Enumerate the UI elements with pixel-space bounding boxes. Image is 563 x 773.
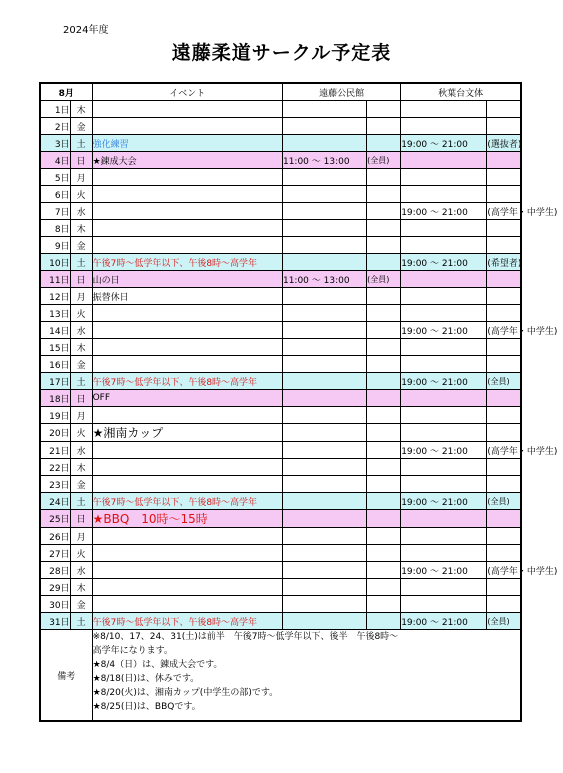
event-cell — [92, 339, 282, 356]
table-row — [40, 424, 521, 442]
table-row — [40, 442, 521, 459]
venue1-time-cell — [282, 237, 366, 254]
table-row — [40, 528, 521, 545]
day-cell: 21日 — [40, 442, 70, 459]
venue1-note-cell — [367, 493, 401, 510]
venue1-note-cell — [367, 135, 401, 152]
weekday-cell: 日 — [70, 390, 92, 407]
venue1-time-cell: 11:00 ～ 13:00 — [282, 271, 366, 288]
event-cell — [92, 356, 282, 373]
event-cell: OFF — [92, 390, 282, 407]
venue2-time-cell — [401, 118, 487, 135]
venue2-header: 秋葉台文体 — [401, 83, 521, 101]
venue1-time-cell — [282, 407, 366, 424]
venue2-note-cell — [487, 596, 521, 613]
day-cell: 3日 — [40, 135, 70, 152]
day-cell: 30日 — [40, 596, 70, 613]
event-cell — [92, 459, 282, 476]
event-cell — [92, 476, 282, 493]
weekday-cell: 金 — [70, 476, 92, 493]
weekday-cell: 木 — [70, 459, 92, 476]
venue1-time-cell — [282, 528, 366, 545]
venue2-time-cell: 19:00 ～ 21:00 — [401, 322, 487, 339]
venue1-time-cell — [282, 596, 366, 613]
event-cell: 強化練習 — [92, 135, 282, 152]
event-cell: 午後7時～低学年以下、午後8時～高学年 — [92, 254, 282, 271]
venue2-note-cell — [487, 390, 521, 407]
schedule-body — [40, 101, 558, 630]
venue1-note-cell — [367, 118, 401, 135]
venue1-time-cell — [282, 356, 366, 373]
venue2-note-cell — [487, 545, 521, 562]
weekday-cell: 金 — [70, 118, 92, 135]
venue2-time-cell — [401, 528, 487, 545]
venue1-time-cell — [282, 442, 366, 459]
venue1-time-cell — [282, 288, 366, 305]
day-cell: 4日 — [40, 152, 70, 169]
venue2-time-cell: 19:00 ～ 21:00 — [401, 135, 487, 152]
day-cell: 18日 — [40, 390, 70, 407]
table-row — [40, 135, 521, 152]
weekday-cell: 木 — [70, 220, 92, 237]
weekday-cell: 日 — [70, 271, 92, 288]
event-cell — [92, 305, 282, 322]
venue1-time-cell — [282, 424, 366, 442]
notes-label: 備考 — [40, 630, 92, 722]
table-row — [40, 562, 521, 579]
event-cell — [92, 169, 282, 186]
venue1-time-cell — [282, 220, 366, 237]
venue2-time-cell — [401, 339, 487, 356]
table-row — [40, 510, 521, 528]
venue2-note-cell — [487, 152, 521, 169]
weekday-cell: 月 — [70, 169, 92, 186]
venue2-time-cell — [401, 459, 487, 476]
event-cell — [92, 442, 282, 459]
table-row — [40, 596, 521, 613]
venue1-time-cell — [282, 613, 366, 630]
table-row — [40, 356, 521, 373]
venue1-time-cell — [282, 390, 366, 407]
venue1-time-cell — [282, 118, 366, 135]
day-cell: 20日 — [40, 424, 70, 442]
table-row — [40, 271, 521, 288]
venue2-note-cell — [487, 459, 521, 476]
venue2-note-cell — [487, 288, 521, 305]
venue1-note-cell — [367, 288, 401, 305]
event-cell — [92, 220, 282, 237]
event-cell — [92, 528, 282, 545]
day-cell: 2日 — [40, 118, 70, 135]
day-cell: 26日 — [40, 528, 70, 545]
weekday-cell: 月 — [70, 407, 92, 424]
table-row — [40, 339, 521, 356]
weekday-cell: 土 — [70, 613, 92, 630]
venue2-note-cell — [487, 237, 521, 254]
venue2-time-cell: 19:00 ～ 21:00 — [401, 373, 487, 390]
venue2-note-cell — [487, 220, 521, 237]
venue2-note-cell: (全員) — [487, 613, 521, 630]
venue2-note-cell: (高学年・中学生) — [487, 203, 521, 220]
venue2-time-cell — [401, 390, 487, 407]
day-cell: 22日 — [40, 459, 70, 476]
venue1-note-cell — [367, 203, 401, 220]
weekday-cell: 水 — [70, 442, 92, 459]
event-cell — [92, 186, 282, 203]
venue2-time-cell — [401, 356, 487, 373]
event-cell: ★錬成大会 — [92, 152, 282, 169]
event-cell — [92, 596, 282, 613]
venue2-note-cell: (高学年・中学生) — [487, 442, 521, 459]
venue1-time-cell — [282, 305, 366, 322]
venue1-note-cell — [367, 545, 401, 562]
weekday-cell: 日 — [70, 152, 92, 169]
venue1-time-cell — [282, 459, 366, 476]
day-cell: 29日 — [40, 579, 70, 596]
venue1-time-cell — [282, 135, 366, 152]
day-cell: 28日 — [40, 562, 70, 579]
day-cell: 6日 — [40, 186, 70, 203]
table-row — [40, 254, 521, 271]
venue1-time-cell — [282, 579, 366, 596]
venue1-note-cell — [367, 476, 401, 493]
venue1-time-cell — [282, 545, 366, 562]
table-row — [40, 476, 521, 493]
day-cell: 5日 — [40, 169, 70, 186]
venue2-note-cell: (高学年・中学生) — [487, 322, 521, 339]
weekday-cell: 日 — [70, 510, 92, 528]
weekday-cell: 月 — [70, 288, 92, 305]
venue2-note-cell — [487, 186, 521, 203]
venue1-note-cell — [367, 356, 401, 373]
note-line: ★8/20(火)は、湘南カップ(中学生の部)です。 — [92, 688, 279, 698]
day-cell: 15日 — [40, 339, 70, 356]
note-line: 高学年になります。 — [92, 646, 173, 656]
table-row — [40, 203, 521, 220]
venue2-note-cell — [487, 101, 521, 118]
venue2-time-cell — [401, 288, 487, 305]
table-row — [40, 101, 521, 118]
venue1-time-cell — [282, 493, 366, 510]
venue2-time-cell — [401, 101, 487, 118]
table-row — [40, 220, 521, 237]
event-cell — [92, 237, 282, 254]
venue1-time-cell: 11:00 ～ 13:00 — [282, 152, 366, 169]
venue2-note-cell — [487, 169, 521, 186]
venue2-time-cell: 19:00 ～ 21:00 — [401, 493, 487, 510]
table-row — [40, 390, 521, 407]
venue2-note-cell — [487, 118, 521, 135]
venue2-time-cell: 19:00 ～ 21:00 — [401, 562, 487, 579]
venue1-time-cell — [282, 203, 366, 220]
venue2-time-cell — [401, 579, 487, 596]
venue1-note-cell — [367, 220, 401, 237]
venue2-note-cell — [487, 305, 521, 322]
venue1-note-cell — [367, 237, 401, 254]
weekday-cell: 月 — [70, 528, 92, 545]
venue1-note-cell — [367, 613, 401, 630]
table-row — [40, 407, 521, 424]
venue2-note-cell — [487, 476, 521, 493]
event-cell — [92, 545, 282, 562]
table-row — [40, 152, 521, 169]
venue1-time-cell — [282, 373, 366, 390]
venue1-note-cell — [367, 305, 401, 322]
venue2-note-cell — [487, 356, 521, 373]
event-cell: 振替休日 — [92, 288, 282, 305]
day-cell: 27日 — [40, 545, 70, 562]
day-cell: 10日 — [40, 254, 70, 271]
day-cell: 7日 — [40, 203, 70, 220]
event-cell — [92, 322, 282, 339]
notes-content — [92, 630, 521, 722]
venue2-note-cell: (希望者) — [487, 254, 521, 271]
table-row — [40, 373, 521, 390]
venue1-time-cell — [282, 476, 366, 493]
note-line: ★8/18(日)は、休みです。 — [92, 674, 200, 684]
venue1-note-cell — [367, 510, 401, 528]
day-cell: 25日 — [40, 510, 70, 528]
venue2-time-cell — [401, 220, 487, 237]
note-line: ★8/25(日)は、BBQです。 — [92, 702, 201, 712]
day-cell: 8日 — [40, 220, 70, 237]
day-cell: 14日 — [40, 322, 70, 339]
venue1-note-cell — [367, 101, 401, 118]
event-cell: ★湘南カップ — [92, 424, 282, 442]
venue2-time-cell: 19:00 ～ 21:00 — [401, 613, 487, 630]
venue2-time-cell — [401, 237, 487, 254]
venue1-time-cell — [282, 510, 366, 528]
venue1-note-cell — [367, 373, 401, 390]
weekday-cell: 金 — [70, 356, 92, 373]
venue1-note-cell — [367, 390, 401, 407]
weekday-cell: 木 — [70, 101, 92, 118]
venue1-time-cell — [282, 562, 366, 579]
venue1-note-cell — [367, 442, 401, 459]
table-row — [40, 322, 521, 339]
venue1-time-cell — [282, 186, 366, 203]
day-cell: 9日 — [40, 237, 70, 254]
weekday-cell: 火 — [70, 186, 92, 203]
weekday-cell: 火 — [70, 424, 92, 442]
venue1-time-cell — [282, 322, 366, 339]
table-row — [40, 459, 521, 476]
venue1-note-cell — [367, 407, 401, 424]
day-cell: 24日 — [40, 493, 70, 510]
table-row — [40, 288, 521, 305]
venue2-time-cell — [401, 476, 487, 493]
venue1-note-cell — [367, 339, 401, 356]
venue2-time-cell — [401, 545, 487, 562]
venue2-time-cell — [401, 305, 487, 322]
venue2-time-cell — [401, 424, 487, 442]
day-cell: 19日 — [40, 407, 70, 424]
event-cell: ★BBQ 10時～15時 — [92, 510, 282, 528]
venue2-note-cell: (高学年・中学生) — [487, 562, 521, 579]
venue1-time-cell — [282, 339, 366, 356]
venue2-time-cell: 19:00 ～ 21:00 — [401, 442, 487, 459]
venue1-note-cell — [367, 596, 401, 613]
venue2-note-cell — [487, 528, 521, 545]
weekday-cell: 土 — [70, 135, 92, 152]
note-line: ★8/4（日）は、錬成大会です。 — [92, 660, 223, 670]
venue1-note-cell — [367, 169, 401, 186]
table-row — [40, 613, 521, 630]
weekday-cell: 木 — [70, 339, 92, 356]
page-title: 遠藤柔道サークル予定表 — [171, 42, 392, 64]
day-cell: 1日 — [40, 101, 70, 118]
day-cell: 12日 — [40, 288, 70, 305]
weekday-cell: 火 — [70, 545, 92, 562]
event-cell: 山の日 — [92, 271, 282, 288]
venue1-time-cell — [282, 254, 366, 271]
table-row — [40, 305, 521, 322]
venue1-note-cell: (全員) — [367, 271, 401, 288]
venue1-header: 遠藤公民館 — [282, 83, 400, 101]
event-cell: 午後7時～低学年以下、午後8時～高学年 — [92, 493, 282, 510]
event-cell — [92, 203, 282, 220]
notes-row — [40, 630, 521, 722]
venue2-time-cell — [401, 186, 487, 203]
weekday-cell: 金 — [70, 596, 92, 613]
month-header: 8月 — [40, 83, 92, 101]
schedule-table — [39, 82, 558, 722]
venue1-note-cell: (全員) — [367, 152, 401, 169]
venue2-time-cell: 19:00 ～ 21:00 — [401, 203, 487, 220]
weekday-cell: 土 — [70, 493, 92, 510]
venue2-time-cell — [401, 407, 487, 424]
table-row — [40, 186, 521, 203]
weekday-cell: 土 — [70, 254, 92, 271]
day-cell: 11日 — [40, 271, 70, 288]
day-cell: 31日 — [40, 613, 70, 630]
venue1-time-cell — [282, 169, 366, 186]
header-row — [40, 83, 521, 101]
day-cell: 17日 — [40, 373, 70, 390]
event-cell: 午後7時～低学年以下、午後8時～高学年 — [92, 373, 282, 390]
venue1-time-cell — [282, 101, 366, 118]
venue2-note-cell — [487, 579, 521, 596]
venue2-note-cell: (全員) — [487, 493, 521, 510]
venue1-note-cell — [367, 562, 401, 579]
venue2-note-cell — [487, 407, 521, 424]
venue2-note-cell: (全員) — [487, 373, 521, 390]
venue2-time-cell — [401, 169, 487, 186]
venue2-note-cell — [487, 424, 521, 442]
venue2-time-cell: 19:00 ～ 21:00 — [401, 254, 487, 271]
table-row — [40, 118, 521, 135]
day-cell: 16日 — [40, 356, 70, 373]
event-cell — [92, 579, 282, 596]
event-header: イベント — [92, 83, 282, 101]
venue2-time-cell — [401, 271, 487, 288]
venue1-note-cell — [367, 424, 401, 442]
weekday-cell: 土 — [70, 373, 92, 390]
venue2-note-cell — [487, 510, 521, 528]
table-row — [40, 545, 521, 562]
year-label: 2024年度 — [63, 25, 109, 36]
day-cell: 13日 — [40, 305, 70, 322]
venue1-note-cell — [367, 322, 401, 339]
venue1-note-cell — [367, 254, 401, 271]
venue1-note-cell — [367, 579, 401, 596]
event-cell — [92, 101, 282, 118]
table-row — [40, 579, 521, 596]
weekday-cell: 水 — [70, 562, 92, 579]
venue2-note-cell — [487, 339, 521, 356]
weekday-cell: 金 — [70, 237, 92, 254]
venue2-time-cell — [401, 596, 487, 613]
note-line: ※8/10、17、24、31(土)は前半 午後7時～低学年以下、後半 午後8時～ — [92, 632, 399, 642]
venue1-note-cell — [367, 459, 401, 476]
event-cell — [92, 118, 282, 135]
weekday-cell: 水 — [70, 322, 92, 339]
event-cell — [92, 562, 282, 579]
venue1-note-cell — [367, 528, 401, 545]
weekday-cell: 火 — [70, 305, 92, 322]
table-row — [40, 237, 521, 254]
venue2-time-cell — [401, 152, 487, 169]
venue2-note-cell: (選抜者) — [487, 135, 521, 152]
venue2-time-cell — [401, 510, 487, 528]
venue1-note-cell — [367, 186, 401, 203]
weekday-cell: 水 — [70, 203, 92, 220]
event-cell: 午後7時～低学年以下、午後8時～高学年 — [92, 613, 282, 630]
table-row — [40, 169, 521, 186]
venue2-note-cell — [487, 271, 521, 288]
event-cell — [92, 407, 282, 424]
table-row — [40, 493, 521, 510]
day-cell: 23日 — [40, 476, 70, 493]
weekday-cell: 木 — [70, 579, 92, 596]
